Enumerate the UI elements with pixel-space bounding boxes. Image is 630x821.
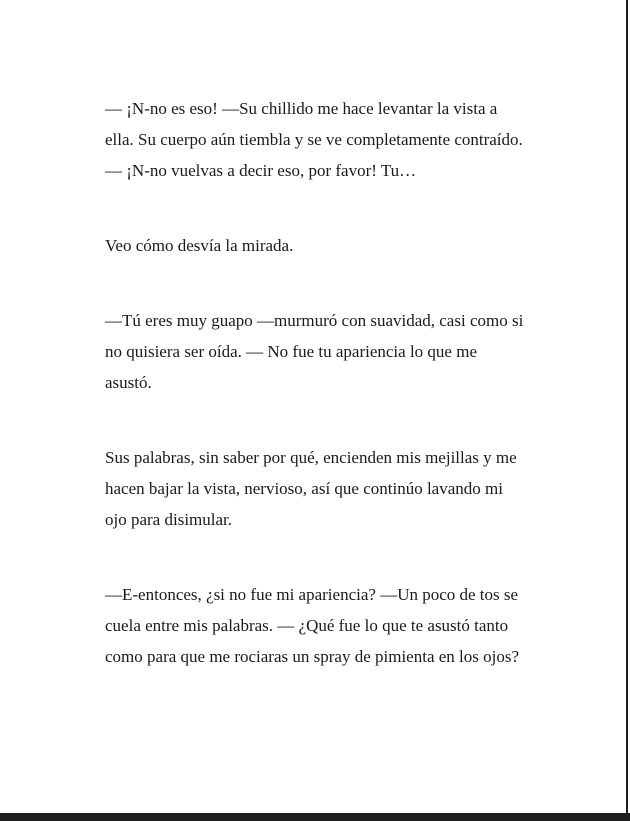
paragraph-4: Sus palabras, sin saber por qué, encienden mis mejillas y me hacen bajar la vista, nervioso, así que continúo lavando mi ojo para disimular. (105, 448, 517, 529)
paragraph-1: — ¡N-no es eso! —Su chillido me hace levantar la vista a ella. Su cuerpo aún tiembla y se ve completamente contraído. — ¡N-no vuelvas a decir eso, por favor! Tu… (105, 99, 523, 180)
window-bottom-edge (0, 813, 630, 821)
window-right-edge (626, 0, 628, 821)
paragraph-2: Veo cómo desvía la mirada. (105, 236, 294, 255)
paragraph-5: —E-entonces, ¿si no fue mi apariencia? —Un poco de tos se cuela entre mis palabras. — ¿Qué fue lo que te asustó tanto como para que me rociaras un spray de pimienta en los ojos? (105, 585, 520, 666)
story-text (105, 93, 525, 672)
paragraph-3: —Tú eres muy guapo —murmuró con suavidad, casi como si no quisiera ser oída. — No fue tu apariencia lo que me asustó. (105, 311, 524, 392)
